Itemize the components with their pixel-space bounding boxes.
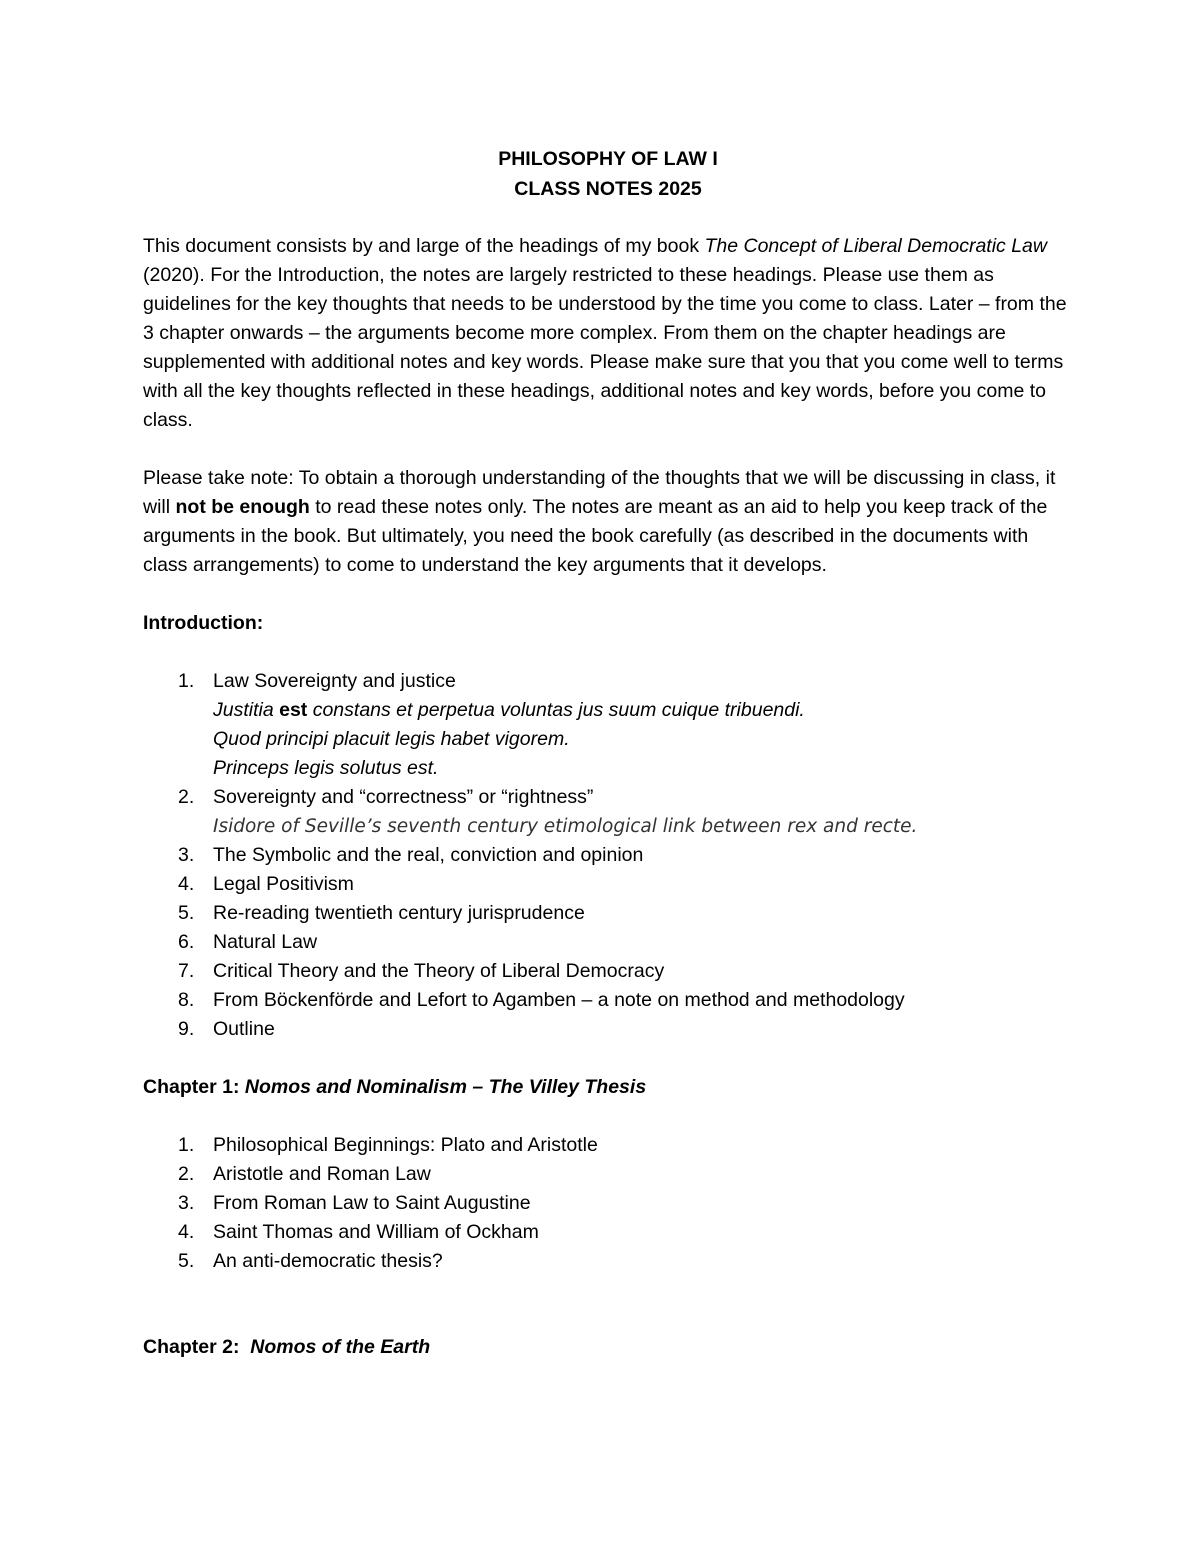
introduction-heading: Introduction: — [143, 612, 264, 634]
introduction-list — [143, 667, 1073, 1044]
document-body — [143, 144, 1073, 1391]
item-number: 2. — [178, 786, 195, 808]
document-title-block — [143, 144, 1073, 204]
item-label: The Symbolic and the real, conviction and opinion — [213, 844, 644, 866]
list-item — [143, 957, 1073, 986]
list-item — [143, 1218, 1073, 1247]
latin-maxim-part: constans et perpetua voluntas jus suum cuique tribuendi. — [307, 699, 805, 721]
latin-maxim — [213, 696, 1073, 725]
list-item — [143, 1189, 1073, 1218]
item-number: 7. — [178, 960, 195, 982]
list-item — [143, 667, 1073, 783]
item-number: 1. — [178, 670, 195, 692]
book-title: The Concept of Liberal Democratic Law — [704, 235, 1047, 257]
item-label: Philosophical Beginnings: Plato and Aristotle — [213, 1134, 598, 1156]
latin-maxim-bold: est — [279, 699, 308, 721]
item-number: 5. — [178, 1250, 195, 1272]
item-label: From Roman Law to Saint Augustine — [213, 1192, 531, 1214]
item-label: Saint Thomas and William of Ockham — [213, 1221, 539, 1243]
document-subtitle: CLASS NOTES 2025 — [514, 178, 702, 200]
item-label: Legal Positivism — [213, 873, 354, 895]
latin-maxim: Princeps legis solutus est. — [213, 757, 439, 779]
item-number: 3. — [178, 844, 195, 866]
chapter-2-prefix: Chapter 2: — [143, 1336, 251, 1358]
note-paragraph — [143, 464, 1073, 580]
list-item — [143, 1131, 1073, 1160]
item-label: Aristotle and Roman Law — [213, 1163, 431, 1185]
item-number: 4. — [178, 873, 195, 895]
item-label: Sovereignty and “correctness” or “rightness” — [213, 786, 594, 808]
item-number: 8. — [178, 989, 195, 1011]
chapter-1-title: Nomos and Nominalism – The Villey Thesis — [244, 1076, 647, 1098]
item-label: Re-reading twentieth century jurisprudence — [213, 902, 585, 924]
list-item — [143, 928, 1073, 957]
item-number: 6. — [178, 931, 195, 953]
item-number: 4. — [178, 1221, 195, 1243]
list-item — [143, 870, 1073, 899]
item-number: 3. — [178, 1192, 195, 1214]
item-label: Law Sovereignty and justice — [213, 670, 456, 692]
intro-paragraph — [143, 232, 1073, 435]
document-title: PHILOSOPHY OF LAW I — [498, 148, 718, 170]
item-label: Outline — [213, 1018, 275, 1040]
list-item — [143, 1160, 1073, 1189]
list-item — [143, 783, 1073, 841]
note-text-2: to read these notes only. The notes are meant as an aid to help you keep track of the arguments in the book. But ultimately, you need the book carefully (as described in the documents with class arrangements) to come to understand the key arguments that it develops. — [143, 496, 1048, 576]
chapter-1-heading — [143, 1073, 1073, 1102]
intro-text-1: This document consists by and large of the headings of my book — [143, 235, 705, 257]
item-number: 9. — [178, 1018, 195, 1040]
list-item — [143, 1015, 1073, 1044]
item-label: Natural Law — [213, 931, 318, 953]
item-label: An anti-democratic thesis? — [213, 1250, 443, 1272]
list-item — [143, 1247, 1073, 1276]
chapter-2-heading — [143, 1333, 1073, 1362]
item-number: 1. — [178, 1134, 195, 1156]
intro-text-2: (2020). For the Introduction, the notes are largely restricted to these headings. Please use them as guidelines for the key thoughts that needs to be understood by the time you come to class. Later – from the 3 chapter onwards – the arguments become more complex. From them on the chapter headings are supplemented with additional notes and key words. Please make sure that you that you come well to terms with all the key thoughts reflected in these headings, additional notes and key words, before you come to class. — [143, 264, 1067, 431]
list-item — [143, 899, 1073, 928]
note-text-1: Please take note: To obtain a thorough understanding of the thoughts that we will be discussing in class, it will — [143, 467, 1056, 518]
chapter-2-title: Nomos of the Earth — [250, 1336, 431, 1358]
latin-maxim: Quod principi placuit legis habet vigorem. — [213, 728, 570, 750]
latin-maxim-part: Justitia — [213, 699, 280, 721]
list-item — [143, 986, 1073, 1015]
item-number: 2. — [178, 1163, 195, 1185]
item-number: 5. — [178, 902, 195, 924]
note-emphasis: not be enough — [175, 496, 310, 518]
chapter-1-list — [143, 1131, 1073, 1276]
list-item — [143, 841, 1073, 870]
chapter-1-prefix: Chapter 1: — [143, 1076, 245, 1098]
item-label: From Böckenförde and Lefort to Agamben – a note on method and methodology — [213, 989, 905, 1011]
item-label: Critical Theory and the Theory of Liberal Democracy — [213, 960, 665, 982]
item-note: Isidore of Seville’s seventh century etimological link between rex and recte. — [213, 816, 918, 837]
